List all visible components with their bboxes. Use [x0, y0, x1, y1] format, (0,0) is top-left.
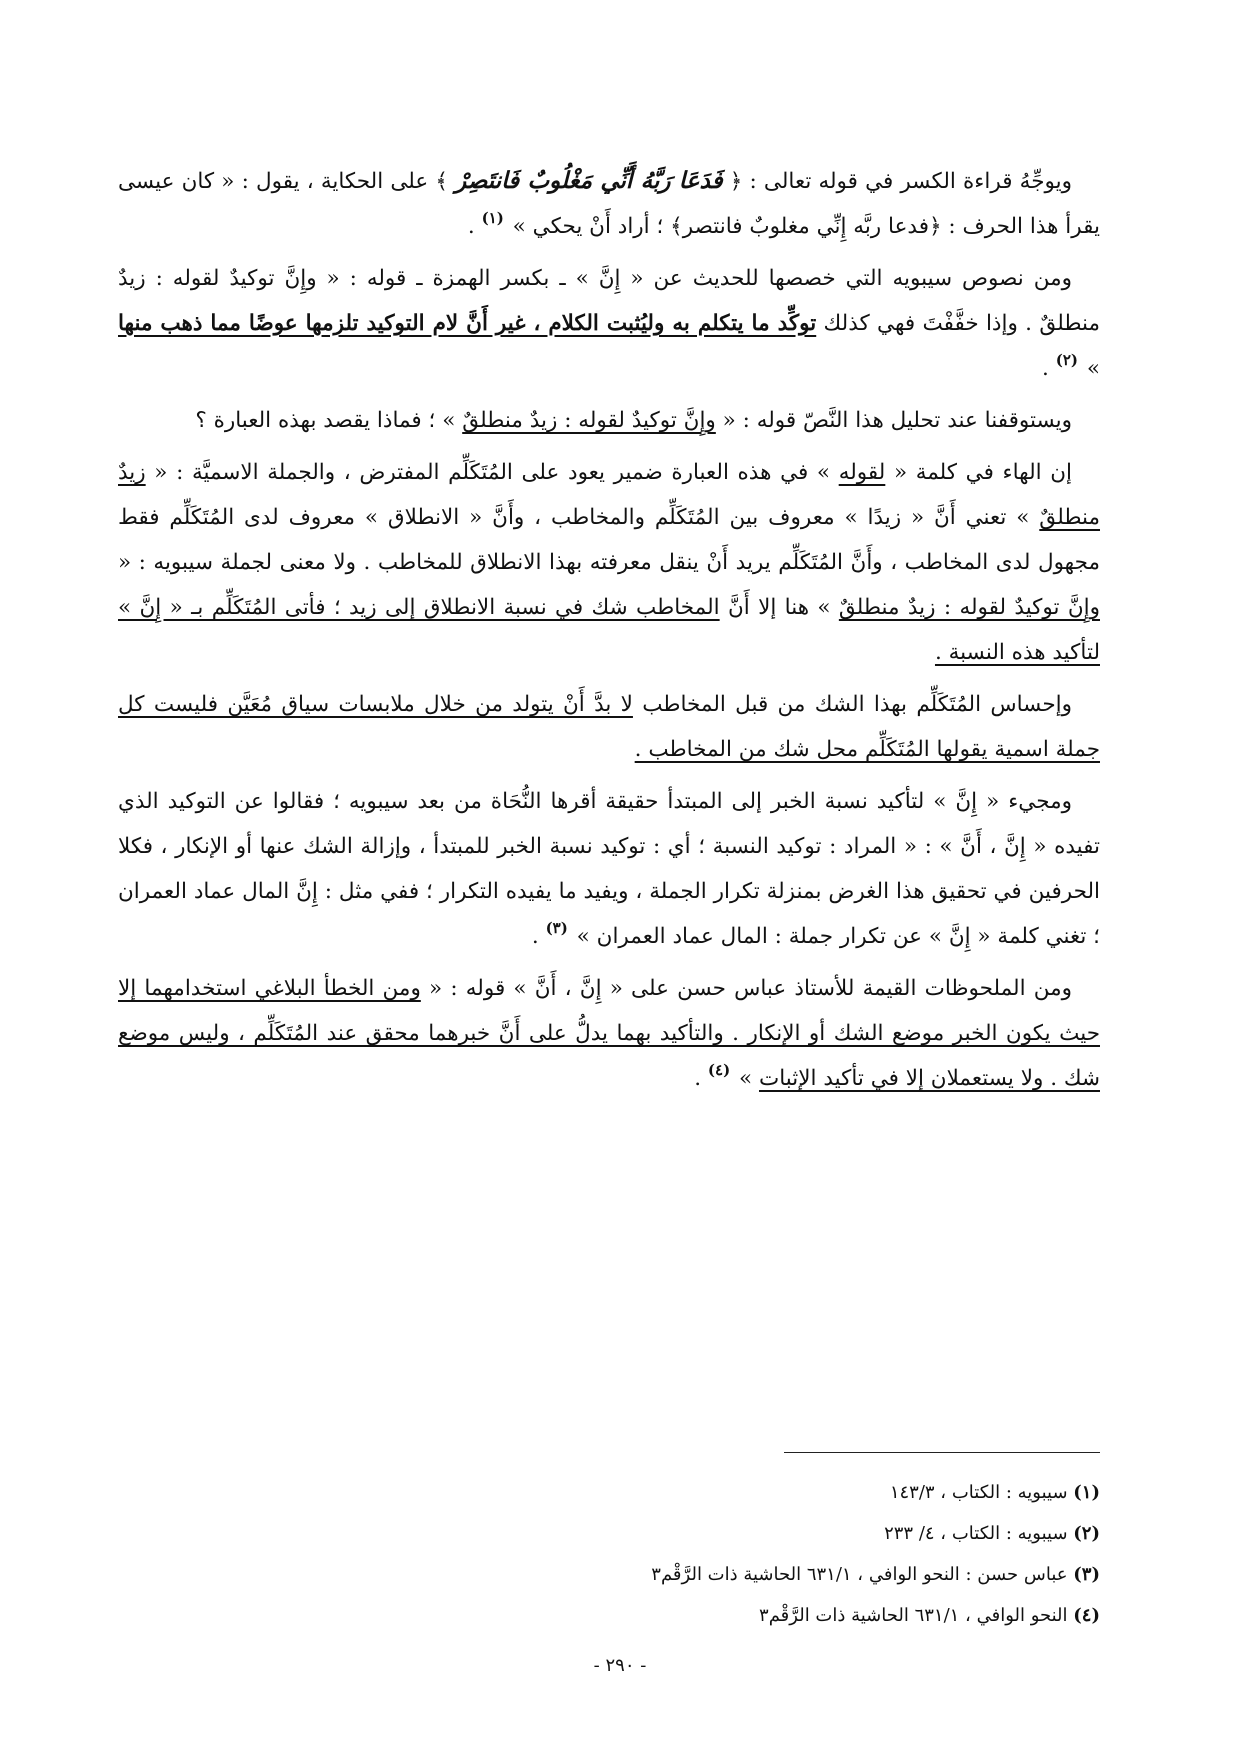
footnote-number: (٢)	[1073, 1523, 1100, 1544]
footnote-ref-4[interactable]: (٤)	[707, 1061, 731, 1079]
text-run: .	[467, 214, 482, 239]
text-run: » ؛ فماذا يقصد بهذه العبارة ؟	[195, 408, 463, 433]
footnote-text: سيبويه : الكتاب ، ١٤٣/٣	[889, 1482, 1068, 1503]
footnote-text: سيبويه : الكتاب ، ٤/ ٢٣٣	[884, 1523, 1068, 1544]
paragraph-4	[118, 450, 1100, 675]
footnote-1	[400, 1472, 1100, 1513]
text-run: ويستوقفنا عند تحليل هذا النَّصّ قوله : «	[715, 408, 1072, 433]
text-run: »	[732, 1066, 759, 1091]
footnote-number: (١)	[1073, 1482, 1100, 1503]
text-run: ومن الملحوظات القيمة للأستاذ عباس حسن على « إِنَّ ، أَنَّ » قوله : «	[420, 976, 1072, 1001]
footnote-separator	[784, 1452, 1100, 1453]
footnote-number: (٣)	[1073, 1564, 1100, 1585]
underlined-bold-quote: توكِّد ما يتكلم به وليُثبت الكلام ، غير أَنَّ لام التوكيد تلزمها عوضًا مما ذهب منها	[118, 311, 817, 336]
paragraph-3	[118, 398, 1100, 443]
text-run: إن الهاء في كلمة «	[885, 460, 1072, 485]
text-run: ويوجِّهُ قراءة الكسر في قوله تعالى : ﴿	[722, 169, 1072, 194]
text-run: » تعني أَنَّ « زيدًا » معروف بين المُتَكَلِّم والمخاطب ، وأَنَّ « الانطلاق » معروف لدى المُتَكَلِّم فقط مجهول لدى المخاطب ، وأَنَّ المُتَكَلِّم يريد أَنْ ينقل معرفته بهذا الانطلاق للمخاطب . ولا معنى لجملة سيبويه : «	[118, 505, 1100, 575]
footnote-text: عباس حسن : النحو الوافي ، ٦٣١/١ الحاشية ذات الرَّقْم٣	[651, 1564, 1068, 1585]
paragraph-2	[118, 256, 1100, 391]
footnote-2	[400, 1513, 1100, 1554]
text-run: ومن نصوص سيبويه التي خصصها للحديث عن « إِنَّ » ـ بكسر الهمزة ـ قوله : « وإِنَّ توكيدٌ لقوله : زيدٌ منطلقٌ . وإذا خفَّفْتَ فهي كذلك	[118, 266, 1101, 336]
underlined-phrase: زيدٌ منطلقٌ	[118, 460, 1100, 530]
text-run: .	[694, 1066, 708, 1091]
text-run: وإحساس المُتَكَلِّم بهذا الشك من قبل المخاطب	[632, 692, 1073, 717]
footnote-4	[400, 1595, 1100, 1636]
underlined-conclusion: المخاطب شك في نسبة الانطلاق إلى زيد ؛ فأتى المُتَكَلِّم بـ « إِنَّ » لتأكيد هذه النسبة .	[118, 595, 1100, 665]
text-run: .	[531, 924, 546, 949]
quran-verse: فَدَعَا رَبَّهُ أَنِّي مَغْلُوبٌ فَانتَصِرْ	[455, 167, 723, 194]
text-run: .	[1042, 356, 1056, 381]
text-run: » في هذه العبارة ضمير يعود على المُتَكَلِّم المفترض ، والجملة الاسميَّة : «	[145, 460, 839, 485]
text-run: » هنا إلا أَنَّ	[719, 595, 839, 620]
underlined-conclusion: لا بدَّ أَنْ يتولد من خلال ملابسات سياق مُعَيَّن فليست كل جملة اسمية يقولها المُتَكَلِّم محل شك من المخاطب .	[118, 692, 1100, 762]
footnote-text: النحو الوافي ، ٦٣١/١ الحاشية ذات الرَّقْم٣	[759, 1605, 1068, 1626]
underlined-quote: وإِنَّ توكيدٌ لقوله : زيدٌ منطلقٌ	[462, 408, 716, 433]
text-run: ومجيء « إِنَّ » لتأكيد نسبة الخبر إلى المبتدأ حقيقة أقرها النُّحَاة من بعد سيبويه ؛ فقالوا عن التوكيد الذي تفيده « إِنَّ ، أَنَّ » : « المراد : توكيد النسبة ؛ أي : توكيد نسبة الخبر للمبتدأ ، وإزالة الشك عنها أو الإنكار ، فكلا الحرفين في تحقيق هذا الغرض بمنزلة تكرار الجملة ، ويفيد ما يفيده التكرار ؛ ففي مثل : إِنَّ المال عماد العمران ؛ تغني كلمة « إِنَّ » عن تكرار جملة : المال عماد العمران »	[118, 789, 1100, 949]
underlined-quote: وإِنَّ توكيدٌ لقوله : زيدٌ منطلقٌ	[838, 595, 1100, 620]
text-run: ﴾ على الحكاية ، يقول : « كان عيسى يقرأ هذا الحرف : ﴿فدعا ربَّه إِنِّي مغلوبٌ فانتصر﴾ ؛ أراد أَنْ يحكي »	[118, 169, 1100, 239]
footnotes	[400, 1472, 1100, 1636]
paragraph-6	[118, 779, 1100, 959]
underlined-word: لقوله	[838, 460, 886, 485]
underlined-quote: ومن الخطأ البلاغي استخدامهما إلا حيث يكون الخبر موضع الشك أو الإنكار . والتأكيد بهما يدلُّ على أَنَّ خبرهما محقق عند المُتَكَلِّم ، وليس موضع شك . ولا يستعملان إلا في تأكيد الإثبات	[118, 976, 1100, 1091]
paragraph-5	[118, 682, 1100, 772]
footnote-ref-3[interactable]: (٣)	[545, 919, 568, 937]
text-run: »	[1080, 356, 1100, 381]
footnote-ref-2[interactable]: (٢)	[1055, 351, 1078, 369]
footnote-number: (٤)	[1073, 1605, 1100, 1626]
paragraph-7	[118, 966, 1100, 1101]
page-number: - ٢٩٠ -	[593, 1655, 647, 1676]
footnote-3	[400, 1554, 1100, 1595]
footnote-ref-1[interactable]: (١)	[481, 209, 504, 227]
paragraph-1	[118, 158, 1100, 249]
document-body	[118, 158, 1100, 1108]
